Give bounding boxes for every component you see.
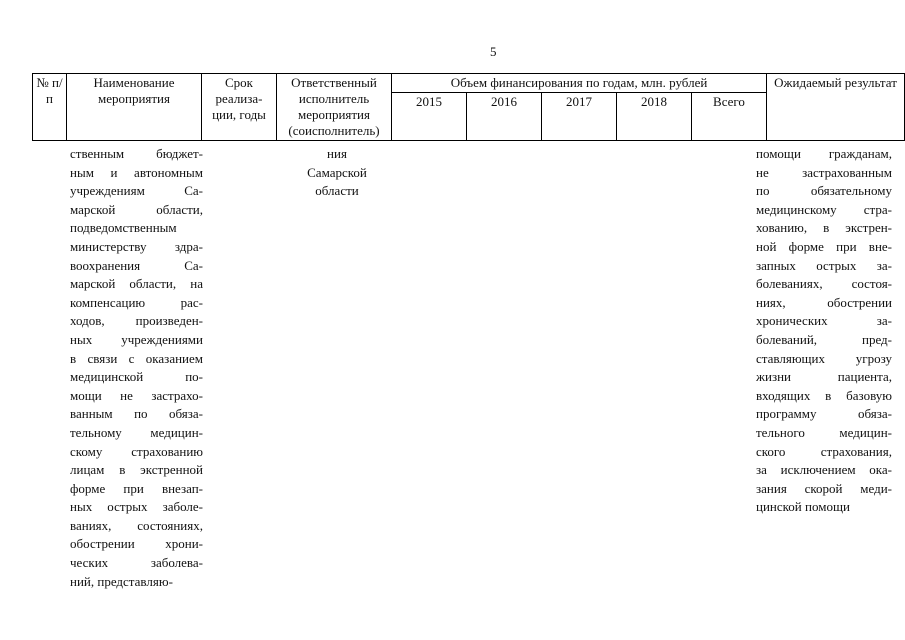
- header-year-2018: 2018: [617, 93, 692, 141]
- text-line: по обязательному: [756, 183, 892, 199]
- text-line: воохранения Са-: [70, 257, 203, 273]
- text-line: в связи с оказанием: [70, 350, 203, 366]
- header-year-2017: 2017: [542, 93, 617, 141]
- text-line: ходов, произведен-: [70, 313, 203, 329]
- text-line: ческих заболева-: [70, 555, 203, 571]
- text-line: жизни пациента,: [756, 369, 892, 385]
- text-line: Самарской: [307, 164, 367, 180]
- text-line: входящих в базовую: [756, 387, 892, 403]
- header-num: № п/п: [33, 74, 67, 141]
- text-line: тельному медицин-: [70, 424, 203, 440]
- responsible-text: [280, 145, 394, 201]
- text-line: ных учреждениями: [70, 331, 203, 347]
- header-name: Наименование мероприятия: [67, 74, 202, 141]
- text-line: хронических за-: [756, 313, 892, 329]
- text-line: подведомственным: [70, 220, 177, 236]
- header-term: Срок реализа-ции, годы: [202, 74, 277, 141]
- header-funding: Объем финансирования по годам, млн. рублей: [392, 74, 767, 93]
- text-line: марской области,: [70, 201, 203, 217]
- text-line: тельного медицин-: [756, 424, 892, 440]
- text-line: ния: [327, 146, 347, 161]
- text-line: мощи не застрахо-: [70, 387, 203, 403]
- text-line: ным и автономным: [70, 164, 203, 180]
- text-line: обострении хрони-: [70, 536, 203, 552]
- text-line: ванным по обяза-: [70, 406, 203, 422]
- expected-result-text: [756, 145, 892, 517]
- text-line: ваниях, состояниях,: [70, 517, 203, 533]
- text-line: за исключением ока-: [756, 462, 892, 478]
- text-line: помощи гражданам,: [756, 146, 892, 161]
- text-line: ставляющих угрозу: [756, 350, 892, 366]
- text-line: ниях, обострении: [756, 294, 892, 310]
- text-line: министерству здра-: [70, 238, 203, 254]
- header-year-2015: 2015: [392, 93, 467, 141]
- text-line: ной форме при вне-: [756, 238, 892, 254]
- text-line: ных острых заболе-: [70, 499, 203, 515]
- text-line: компенсацию рас-: [70, 294, 203, 310]
- header-result: Ожидаемый результат: [767, 74, 905, 141]
- text-line: ний, представляю-: [70, 573, 173, 589]
- text-line: ственным бюджет-: [70, 146, 203, 161]
- text-line: не застрахованным: [756, 164, 892, 180]
- text-line: форме при внезап-: [70, 480, 203, 496]
- text-line: медицинской по-: [70, 369, 203, 385]
- text-line: цинской помощи: [756, 499, 850, 515]
- text-line: области: [315, 183, 359, 199]
- text-line: марской области, на: [70, 276, 203, 292]
- text-line: запных острых за-: [756, 257, 892, 273]
- text-line: зания скорой меди-: [756, 480, 892, 496]
- page-number: 5: [490, 44, 497, 59]
- header-responsible: Ответственный исполнитель мероприятия (соисполнитель): [277, 74, 392, 141]
- text-line: болеваний, пред-: [756, 331, 892, 347]
- text-line: болеваниях, состоя-: [756, 276, 892, 292]
- table-header: [32, 73, 905, 141]
- measure-name-text: [70, 145, 203, 591]
- text-line: ского страхования,: [756, 443, 892, 459]
- header-year-2016: 2016: [467, 93, 542, 141]
- text-line: программу обяза-: [756, 406, 892, 422]
- text-line: медицинскому стра-: [756, 201, 892, 217]
- text-line: хованию, в экстрен-: [756, 220, 892, 236]
- text-line: скому страхованию: [70, 443, 203, 459]
- text-line: учреждениям Са-: [70, 183, 203, 199]
- text-line: лицам в экстренной: [70, 462, 203, 478]
- header-year-total: Всего: [692, 93, 767, 141]
